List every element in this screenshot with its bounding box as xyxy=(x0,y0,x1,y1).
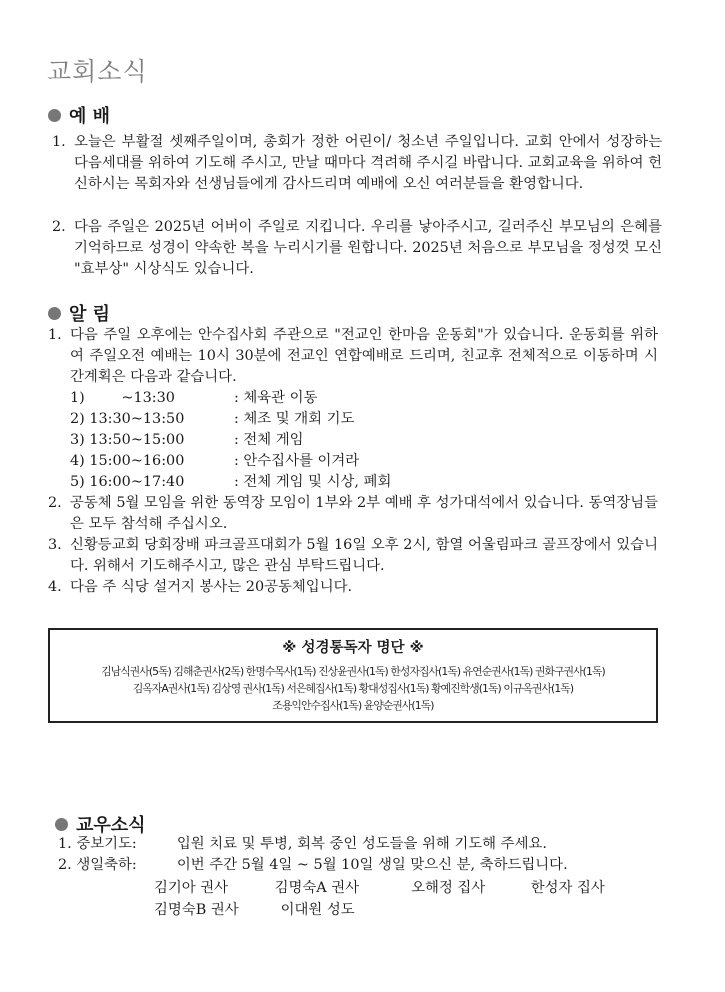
birthday-names-row-2 xyxy=(154,899,355,921)
birthday-name: 오해정 집사 xyxy=(411,880,486,896)
item-label: 생일축하: xyxy=(76,857,137,873)
item-number: 1. xyxy=(52,134,66,150)
schedule-item-2 xyxy=(70,409,354,430)
item-text: 공동체 5월 모임을 위한 동역장 모임이 1부와 2부 예배 후 성가대석에서 있습니다. 동역장님들은 모두 참석해 주십시오. xyxy=(70,495,658,532)
schedule-num: 3) xyxy=(70,432,85,448)
schedule-desc: 체육관 이동 xyxy=(243,390,318,406)
schedule-desc: 체조 및 개회 기도 xyxy=(243,411,355,427)
notice-item-1 xyxy=(48,325,658,388)
birthday-name: 김명숙B 권사 xyxy=(154,902,239,918)
birthday-names-row-1 xyxy=(154,877,605,899)
notice-item-3 xyxy=(48,535,658,577)
birthday-name: 김기아 권사 xyxy=(154,880,229,896)
worship-item-2 xyxy=(52,217,662,280)
item-text: 입원 치료 및 투병, 회복 중인 성도들을 위해 기도해 주세요. xyxy=(176,836,547,852)
item-number: 2. xyxy=(58,857,72,873)
bullet-icon xyxy=(48,307,61,320)
worship-heading xyxy=(48,102,110,128)
item-text: 이번 주간 5월 4일 ~ 5월 10일 생일 맞으신 분, 축하드립니다. xyxy=(176,857,568,873)
schedule-num: 1) xyxy=(70,390,85,406)
birthday-name: 김명숙A 권사 xyxy=(274,880,360,896)
birthday-name: 한성자 집사 xyxy=(530,880,605,896)
schedule-time: ~13:30 xyxy=(89,390,175,406)
notice-heading-label: 알 림 xyxy=(69,304,111,325)
item-number: 3. xyxy=(48,537,62,553)
item-number: 4. xyxy=(48,579,62,595)
item-text: 다음 주일 오후에는 안수집사회 주관으로 "전교인 한마음 운동회"가 있습니다. 운동회를 위하여 주일오전 예배는 10시 30분에 전교인 연합예배로 드리며, 친교후 전체적으로 이동하며 시간계획은 다음과 같습니다. xyxy=(70,327,658,385)
page-title: 교회소식 xyxy=(47,57,148,86)
bullet-icon xyxy=(55,818,68,831)
schedule-num: 2) xyxy=(70,411,85,427)
schedule-sep: : xyxy=(233,453,239,469)
schedule-desc: 전체 게임 및 시상, 폐회 xyxy=(243,474,392,490)
schedule-time: 16:00~17:40 xyxy=(89,474,185,490)
schedule-desc: 안수집사를 이겨라 xyxy=(243,453,360,469)
schedule-time: 15:00~16:00 xyxy=(89,453,185,469)
members-heading-label: 교우소식 xyxy=(76,815,146,836)
item-text: 다음 주 식당 설거지 봉사는 20공동체입니다. xyxy=(70,579,353,595)
schedule-sep: : xyxy=(233,411,239,427)
item-number: 2. xyxy=(48,495,62,511)
schedule-sep: : xyxy=(233,390,239,406)
item-label: 중보기도: xyxy=(76,836,137,852)
schedule-item-5 xyxy=(70,472,391,493)
item-text: 오늘은 부활절 셋째주일이며, 총회가 정한 어린이/ 청소년 주일입니다. 교회 안에서 성장하는 다음세대를 위하여 기도해 주시고, 만날 때마다 격려해 주시길 바랍니다. 교회교육을 위하여 헌신하시는 목회자와 선생님들에게 감사드리며 예배에 오신 여러분들을 환영합니다. xyxy=(74,134,662,192)
schedule-num: 4) xyxy=(70,453,85,469)
worship-item-1 xyxy=(52,132,662,195)
schedule-item-4 xyxy=(70,451,359,472)
schedule-time: 13:30~13:50 xyxy=(89,411,185,427)
item-number: 1. xyxy=(58,836,72,852)
item-text: 신황등교회 당회장배 파크골프대회가 5월 16일 오후 2시, 함열 어울림파크 골프장에서 있습니다. 위해서 기도해주시고, 많은 관심 부탁드립니다. xyxy=(70,537,658,574)
notice-item-2 xyxy=(48,493,658,535)
bullet-icon xyxy=(48,109,61,122)
schedule-sep: : xyxy=(233,432,239,448)
worship-heading-label: 예 배 xyxy=(69,106,111,127)
bible-box-line-3: 조용익안수집사(1독) 윤양순권사(1독) xyxy=(272,699,434,712)
schedule-item-3 xyxy=(70,430,304,451)
notice-item-4 xyxy=(48,577,658,598)
bible-reader-box xyxy=(48,628,658,723)
bible-box-line-1: 김남식권사(5독) 김해춘권사(2독) 한명수목사(1독) 진상윤권사(1독) 한성자집사(1독) 유연순권사(1독) 권화구권사(1독) xyxy=(101,665,605,678)
members-item-1 xyxy=(58,834,547,855)
schedule-num: 5) xyxy=(70,474,85,490)
schedule-desc: 전체 게임 xyxy=(243,432,304,448)
notice-heading xyxy=(48,300,110,326)
item-text: 다음 주일은 2025년 어버이 주일로 지킵니다. 우리를 낳아주시고, 길러주신 부모님의 은혜를 기억하므로 성경이 약속한 복을 누리시기를 원합니다. 2025년 처음으로 부모님을 정성껏 모신 "효부상" 시상식도 있습니다. xyxy=(74,219,662,277)
schedule-sep: : xyxy=(233,474,239,490)
bible-box-title: ※ 성경통독자 명단 ※ xyxy=(282,640,424,656)
birthday-name: 이대원 성도 xyxy=(280,902,355,918)
bible-box-line-2: 김옥자A권사(1독) 김상영 권사(1독) 서은혜집사(1독) 황대성집사(1독) 황예진학생(1독) 이규옥권사(1독) xyxy=(132,682,574,695)
members-item-2 xyxy=(58,855,568,876)
item-number: 1. xyxy=(48,327,62,343)
item-number: 2. xyxy=(52,219,66,235)
schedule-item-1 xyxy=(70,388,317,409)
schedule-time: 13:50~15:00 xyxy=(89,432,185,448)
